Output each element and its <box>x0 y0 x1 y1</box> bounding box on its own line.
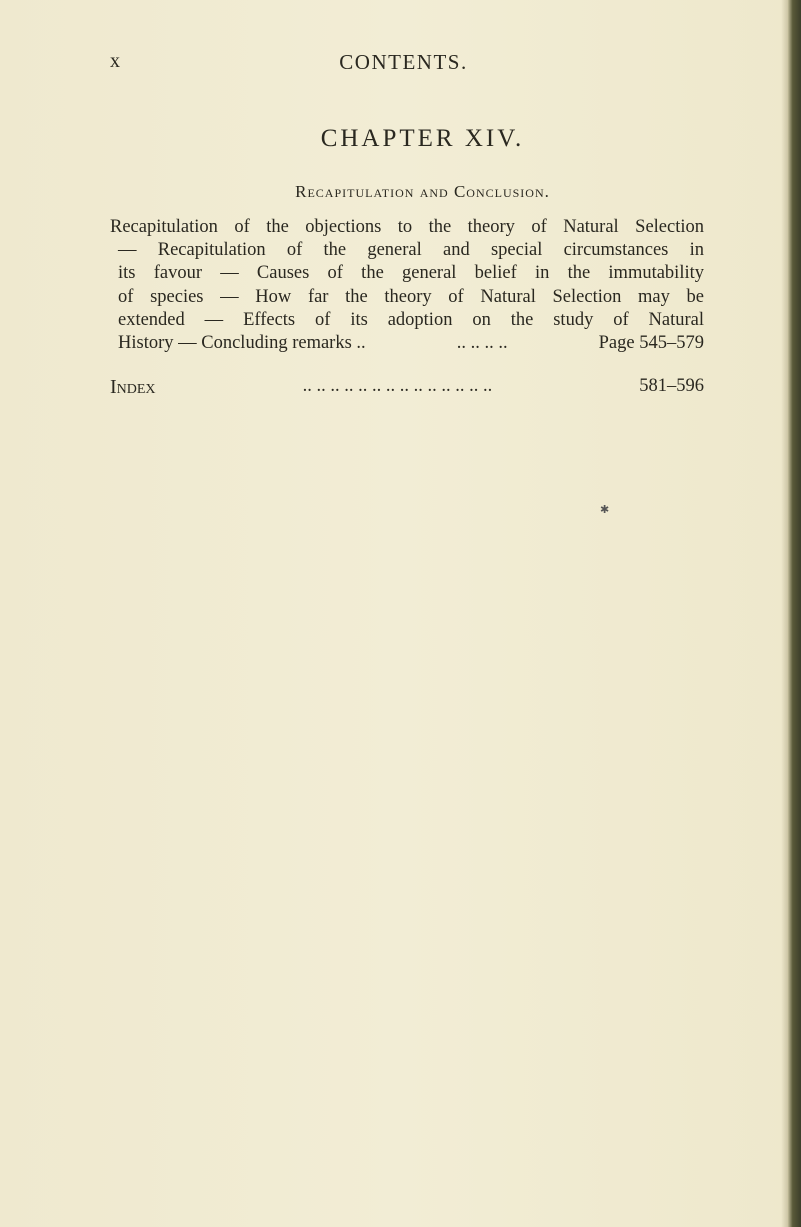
stray-mark: ✱ <box>600 504 610 516</box>
chapter-subtitle: Recapitulation and Conclusion. <box>295 182 550 201</box>
index-label: Index <box>110 376 156 398</box>
running-head: CONTENTS. <box>339 50 468 74</box>
chapter-summary <box>110 216 704 355</box>
summary-line: Recapitulation of the objections to the theory of Natural Selection <box>110 217 704 237</box>
index-page-range: 581–596 <box>639 376 704 396</box>
page-number: x <box>110 50 121 72</box>
summary-line: its favour — Causes of the general belief in the immutability <box>118 263 704 284</box>
summary-line: — Recapitulation of the general and special circumstances in <box>118 240 704 261</box>
chapter-page-range: Page 545–579 <box>598 333 704 354</box>
summary-line: of species — How far the theory of Natural Selection may be <box>118 286 704 307</box>
dot-leader: .. .. .. .. .. .. .. .. .. .. .. .. .. .. <box>302 376 493 396</box>
index-entry <box>110 376 704 399</box>
summary-last-text: History — Concluding remarks .. <box>118 333 366 354</box>
summary-line: extended — Effects of its adoption on the study of Natural <box>118 309 704 330</box>
chapter-title: CHAPTER XIV. <box>320 125 525 152</box>
dot-leader: .. .. .. .. <box>456 333 508 354</box>
summary-last-line <box>110 332 704 355</box>
